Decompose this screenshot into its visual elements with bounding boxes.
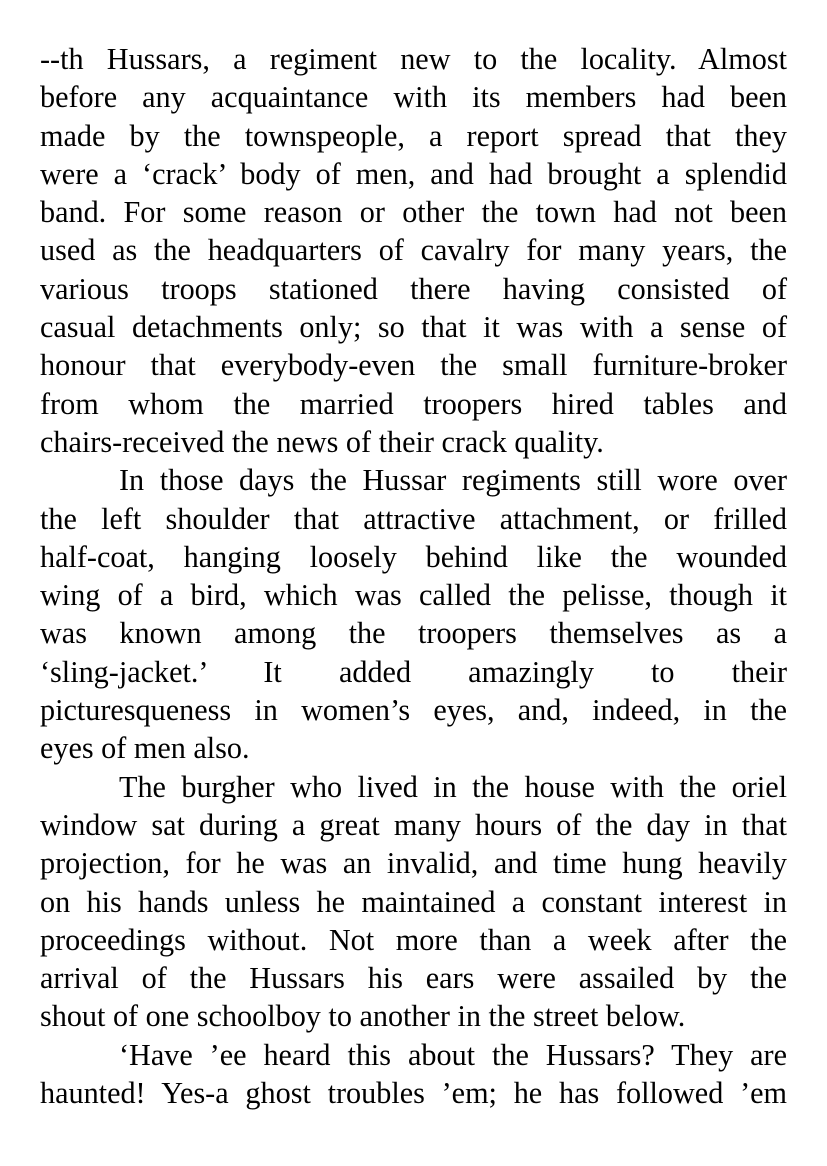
text-line: shout of one schoolboy to another in the street below. [40, 999, 686, 1034]
text-line: were a ‘crack’ body of men, and had brought a splendid [40, 156, 787, 191]
text-line: window sat during a great many hours of the day in that [40, 807, 787, 842]
text-line: arrival of the Hussars his ears were assailed by the [40, 961, 787, 996]
text-line: on his hands unless he maintained a constant interest in [40, 884, 787, 919]
text-line: chairs-received the news of their crack quality. [40, 424, 604, 459]
paragraph-1 [40, 40, 787, 461]
text-line: made by the townspeople, a report spread that they [40, 118, 787, 153]
paragraph-3 [40, 768, 787, 1036]
text-line: projection, for he was an invalid, and time hung heavily [40, 846, 787, 881]
text-line: haunted! Yes-a ghost troubles ’em; he has followed ’em [40, 1076, 787, 1111]
text-line: various troops stationed there having consisted of [40, 271, 787, 306]
text-line: ‘Have ’ee heard this about the Hussars? They are [119, 1037, 787, 1072]
text-line: picturesqueness in women’s eyes, and, indeed, in the [40, 693, 787, 728]
text-line: ‘sling-jacket.’ It added amazingly to their [40, 654, 787, 689]
paragraph-4 [40, 1036, 787, 1113]
text-line: was known among the troopers themselves as a [40, 616, 787, 651]
text-line: band. For some reason or other the town had not been [40, 195, 787, 230]
text-line: casual detachments only; so that it was with a sense of [40, 310, 787, 345]
document-page [40, 40, 787, 1112]
text-line: --th Hussars, a regiment new to the locality. Almost [40, 42, 787, 76]
text-line: The burgher who lived in the house with the oriel [119, 769, 787, 804]
text-line: from whom the married troopers hired tables and [40, 386, 787, 421]
text-line: used as the headquarters of cavalry for many years, the [40, 233, 787, 268]
text-line: eyes of men also. [40, 731, 250, 766]
text-line: before any acquaintance with its members had been [40, 80, 787, 115]
text-line: half-coat, hanging loosely behind like the wounded [40, 539, 787, 574]
paragraph-2 [40, 461, 787, 767]
text-line: wing of a bird, which was called the pelisse, though it [40, 578, 787, 613]
text-line: the left shoulder that attractive attachment, or frilled [40, 501, 787, 536]
text-line: honour that everybody-even the small furniture-broker [40, 348, 787, 383]
text-line: In those days the Hussar regiments still wore over [119, 463, 787, 498]
text-line: proceedings without. Not more than a week after the [40, 922, 787, 957]
